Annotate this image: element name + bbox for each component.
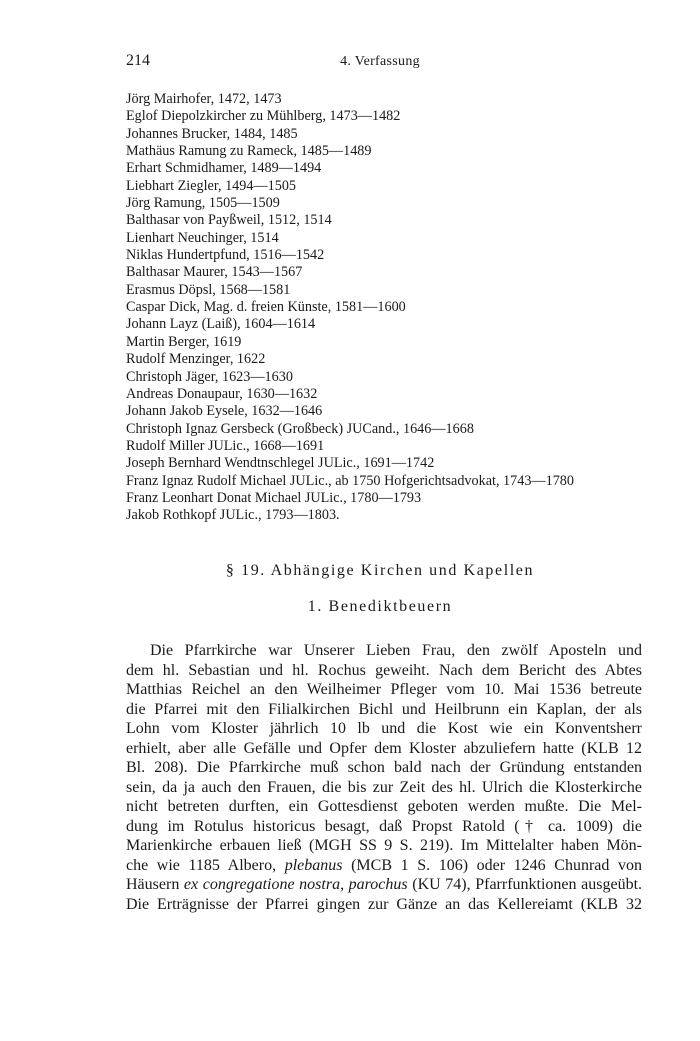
list-item: Johann Jakob Eysele, 1632—1646 <box>126 403 323 420</box>
list-item: Erhart Schmidhamer, 1489—1494 <box>126 160 322 177</box>
list-item: Johann Layz (Laiß), 1604—1614 <box>126 316 316 333</box>
list-item: Caspar Dick, Mag. d. freien Künste, 1581—1600 <box>126 299 406 316</box>
italic-term: ex congregatione nostra, parochus <box>183 876 408 893</box>
section-subtitle: 1. Benediktbeuern <box>307 598 453 615</box>
list-item: Eglof Diepolzkircher zu Mühlberg, 1473—1482 <box>126 108 401 125</box>
text-line: dem hl. Sebastian und hl. Rochus geweiht. Nach dem Bericht des Abtes <box>126 661 642 679</box>
text-line <box>126 875 642 895</box>
list-item: Lienhart Neuchinger, 1514 <box>126 229 279 246</box>
list-item: Christoph Ignaz Gersbeck (Großbeck) JUCand., 1646—1668 <box>126 420 474 437</box>
list-item: Andreas Donaupaur, 1630—1632 <box>126 385 318 402</box>
text-line: erhielt, aber alle Gefälle und Opfer dem Kloster abzuliefern hatte (KLB 12 <box>126 739 642 757</box>
list-item: Rudolf Menzinger, 1622 <box>126 351 266 368</box>
text-line: Matthias Reichel an den Weilheimer Pfleger vom 10. Mai 1536 betreute <box>126 681 642 698</box>
page-number: 214 <box>126 52 150 69</box>
list-item: Franz Leonhart Donat Michael JULic., 1780—1793 <box>126 489 422 506</box>
text-line: Die Pfarrkirche war Unserer Lieben Frau, den zwölf Aposteln und <box>150 642 642 659</box>
list-item: Christoph Jäger, 1623—1630 <box>126 368 293 385</box>
list-item: Jörg Ramung, 1505—1509 <box>126 195 280 212</box>
text-line: dung im Rotulus historicus besagt, daß Propst Ratold († ca. 1009) die <box>126 817 642 835</box>
text-line: Bl. 208). Die Pfarrkirche muß schon bald nach der Gründung entstanden <box>126 759 642 776</box>
body-paragraph <box>126 641 642 914</box>
text-line <box>126 856 642 876</box>
list-item: Martin Berger, 1619 <box>126 333 242 350</box>
italic-term: plebanus <box>284 856 343 874</box>
text-segment: (KU 74), Pfarrfunktionen ausgeübt. <box>407 876 643 893</box>
list-item: Balthasar von Payßweil, 1512, 1514 <box>126 212 332 229</box>
list-item: Mathäus Ramung zu Rameck, 1485—1489 <box>126 143 372 160</box>
running-head: 4. Verfassung <box>340 54 420 69</box>
list-item: Balthasar Maurer, 1543—1567 <box>126 264 303 281</box>
text-line: Lohn vom Kloster jährlich 10 lb und die Kost wie ein Konventsherr <box>126 720 642 737</box>
text-line: Marienkirche erbauen ließ (MGH SS 9 S. 219). Im Mittelalter haben Mön- <box>126 837 642 854</box>
list-item: Rudolf Miller JULic., 1668—1691 <box>126 437 325 454</box>
text-line: die Pfarrei mit den Filialkirchen Bichl und Heilbrunn ein Kaplan, der als <box>126 700 642 718</box>
list-item: Niklas Hundertpfund, 1516—1542 <box>126 247 325 264</box>
list-item: Franz Ignaz Rudolf Michael JULic., ab 1750 Hofgerichtsadvokat, 1743—1780 <box>126 472 574 489</box>
list-item: Erasmus Döpsl, 1568—1581 <box>126 281 291 298</box>
text-segment: che wie 1185 Albero, <box>126 856 285 874</box>
text-line: nicht betreten durften, ein Gottesdienst geboten werden mußte. Die Mel- <box>126 798 642 815</box>
list-item: Joseph Bernhard Wendtnschlegel JULic., 1691—1742 <box>126 455 435 472</box>
text-segment: Häusern <box>126 876 184 893</box>
list-item: Liebhart Ziegler, 1494—1505 <box>126 177 297 194</box>
list-item: Jakob Rothkopf JULic., 1793—1803. <box>126 507 340 524</box>
list-item: Jörg Mairhofer, 1472, 1473 <box>126 91 282 107</box>
text-line: Die Erträgnisse der Pfarrei gingen zur Gänze an das Kellereiamt (KLB 32 <box>126 895 642 913</box>
text-line: sein, da ja auch den Frauen, die bis zur Zeit des hl. Ulrich die Klosterkirche <box>126 778 642 796</box>
office-holder-list <box>126 91 574 525</box>
text-segment: (MCB 1 S. 106) oder 1246 Chunrad von <box>342 856 643 874</box>
list-item: Johannes Brucker, 1484, 1485 <box>126 125 298 142</box>
section-title: § 19. Abhängige Kirchen und Kapellen <box>225 562 535 579</box>
